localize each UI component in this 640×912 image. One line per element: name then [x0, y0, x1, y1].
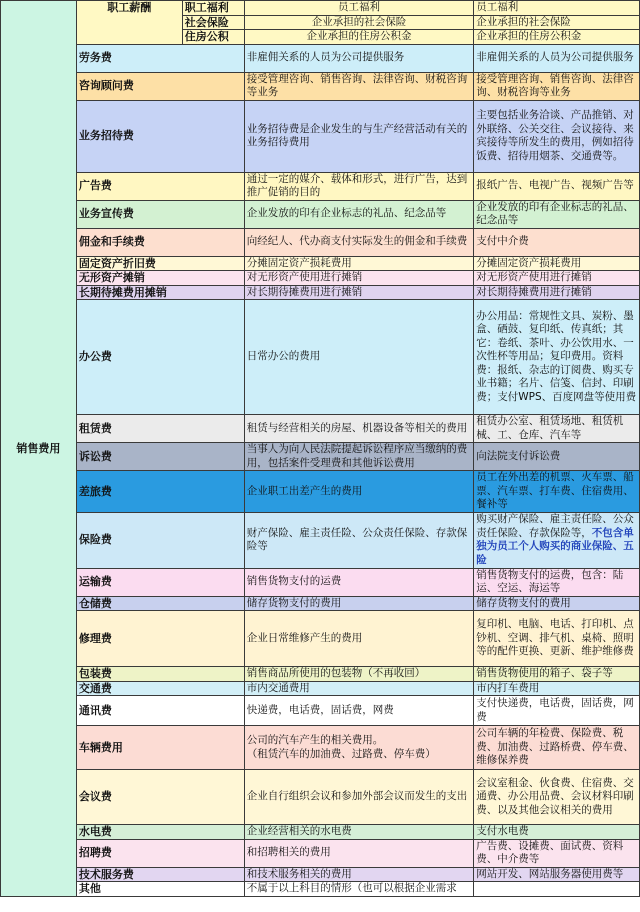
example-cell[interactable]: 储存货物支付的费用 — [474, 596, 640, 611]
category-cell[interactable]: 车辆费用 — [76, 726, 244, 770]
category-cell[interactable]: 保险费 — [76, 512, 244, 568]
category-cell[interactable]: 咨询顾问费 — [76, 72, 244, 100]
category-cell[interactable]: 仓储费 — [76, 596, 244, 611]
header-example-cell[interactable]: 员工福利 — [474, 1, 640, 16]
example-cell[interactable]: 公司车辆的年检费、保险费、税费、加油费、过路桥费、停车费、维修保养费 — [474, 726, 640, 770]
description-cell[interactable]: 对长期待摊费用进行摊销 — [244, 285, 474, 300]
description-cell[interactable]: 公司的汽车产生的相关费用。 （租赁汽车的加油费、过路费、停车费） — [244, 726, 474, 770]
example-cell[interactable]: 报纸广告、电视广告、视频广告等 — [474, 172, 640, 200]
example-cell[interactable]: 市内打车费用 — [474, 681, 640, 696]
category-cell[interactable]: 修理费 — [76, 611, 244, 667]
description-cell[interactable]: 和招聘相关的费用 — [244, 839, 474, 867]
example-cell[interactable]: 支付水电费 — [474, 825, 640, 840]
description-cell[interactable]: 日常办公的费用 — [244, 300, 474, 415]
table-row — [1, 596, 640, 611]
category-cell[interactable]: 办公费 — [76, 300, 244, 415]
header-example-cell[interactable]: 企业承担的住房公积金 — [474, 30, 640, 45]
table-row — [1, 228, 640, 256]
description-cell[interactable]: 非雇佣关系的人员为公司提供服务 — [244, 44, 474, 72]
example-cell[interactable]: 支付快递费，电话费，固话费，网费 — [474, 696, 640, 726]
description-cell[interactable]: 企业职工出差产生的费用 — [244, 471, 474, 513]
description-cell[interactable]: 销售货物支付的运费 — [244, 568, 474, 596]
description-cell[interactable]: 业务招待费是企业发生的与生产经营活动有关的业务招待费用 — [244, 100, 474, 172]
category-cell[interactable]: 会议费 — [76, 770, 244, 825]
category-cell[interactable]: 业务招待费 — [76, 100, 244, 172]
table-row — [1, 696, 640, 726]
header-subcategory-cell[interactable]: 职工福利 — [182, 1, 244, 16]
example-cell[interactable]: 对无形资产使用进行摊销 — [474, 271, 640, 286]
header-description-cell[interactable]: 员工福利 — [244, 1, 474, 16]
category-cell[interactable]: 无形资产摊销 — [76, 271, 244, 286]
description-cell[interactable]: 企业日常维修产生的费用 — [244, 611, 474, 667]
description-cell[interactable]: 企业经营相关的水电费 — [244, 825, 474, 840]
description-cell[interactable]: 快递费，电话费，固话费，网费 — [244, 696, 474, 726]
header-subcategory-cell[interactable]: 住房公积 — [182, 30, 244, 45]
example-cell[interactable]: 分摊固定资产损耗费用 — [474, 256, 640, 271]
table-body — [1, 1, 640, 897]
category-cell[interactable]: 长期待摊费用摊销 — [76, 285, 244, 300]
header-description-cell[interactable]: 企业承担的社会保险 — [244, 15, 474, 30]
description-cell[interactable]: 企业发放的印有企业标志的礼品、纪念品等 — [244, 200, 474, 228]
table-row — [1, 611, 640, 667]
example-cell[interactable]: 销售货物支付的运费，包含：陆运、空运、海运等 — [474, 568, 640, 596]
header-example-cell[interactable]: 企业承担的社会保险 — [474, 15, 640, 30]
example-cell[interactable]: 非雇佣关系的人员为公司提供服务 — [474, 44, 640, 72]
category-cell[interactable]: 租赁费 — [76, 415, 244, 443]
table-row — [1, 726, 640, 770]
table-row — [1, 285, 640, 300]
table-row — [1, 867, 640, 882]
description-cell[interactable]: 对无形资产使用进行摊销 — [244, 271, 474, 286]
category-cell[interactable]: 广告费 — [76, 172, 244, 200]
table-row — [1, 256, 640, 271]
table-row — [1, 415, 640, 443]
example-cell[interactable]: 对长期待摊费用进行摊销 — [474, 285, 640, 300]
description-cell[interactable]: 租赁与经营相关的房屋、机器设备等相关的费用 — [244, 415, 474, 443]
table-row — [1, 770, 640, 825]
table-row — [1, 443, 640, 471]
group-label-cell — [1, 1, 77, 897]
example-cell[interactable]: 员工在外出差的机票、火车票、船票、汽车票、打车费、住宿费用、餐补等 — [474, 471, 640, 513]
description-cell[interactable]: 储存货物支付的费用 — [244, 596, 474, 611]
category-cell[interactable]: 佣金和手续费 — [76, 228, 244, 256]
table-row — [1, 471, 640, 513]
table-row — [1, 44, 640, 72]
category-cell[interactable]: 通讯费 — [76, 696, 244, 726]
category-cell[interactable]: 交通费 — [76, 681, 244, 696]
category-cell[interactable]: 水电费 — [76, 825, 244, 840]
table-row — [1, 667, 640, 682]
table-row — [1, 72, 640, 100]
description-cell[interactable]: 不属于以上科目的情形（也可以根据企业需求 — [244, 882, 474, 897]
header-title-cell[interactable]: 职工薪酬 — [76, 1, 182, 45]
example-cell[interactable]: 企业发放的印有企业标志的礼品、纪念品等 — [474, 200, 640, 228]
table-row — [1, 681, 640, 696]
table-row — [1, 100, 640, 172]
description-cell[interactable]: 市内交通费用 — [244, 681, 474, 696]
example-text: 购买财产保险、雇主责任险、公众责任保险、存款保险等， — [476, 513, 634, 539]
table-row — [1, 172, 640, 200]
example-cell[interactable]: 租赁办公室、租赁场地、租赁机械、工、仓库、汽车等 — [474, 415, 640, 443]
description-cell[interactable]: 企业自行组织会议和参加外部会议而发生的支出 — [244, 770, 474, 825]
category-cell[interactable]: 诉讼费 — [76, 443, 244, 471]
description-cell[interactable]: 当事人为向人民法院提起诉讼程序应当缴纳的费用，包括案件受理费和其他诉讼费用 — [244, 443, 474, 471]
header-row — [1, 1, 640, 16]
table-row — [1, 271, 640, 286]
example-cell[interactable] — [474, 512, 640, 568]
example-cell[interactable]: 销售货物使用的箱子、袋子等 — [474, 667, 640, 682]
category-cell[interactable]: 包装费 — [76, 667, 244, 682]
example-cell[interactable]: 办公用品：常规性文具、炭粉、墨盒、硒鼓、复印纸、传真纸；其它：卷纸、茶叶、办公饮用水、一次性杯等用品；复印费用。资料费：报纸、杂志的订阅费、购买专业书籍；名片、信笺、信封、印刷费；支付WPS、百度网盘等使用费 — [474, 300, 640, 415]
category-cell[interactable]: 招聘费 — [76, 839, 244, 867]
header-subcategory-cell[interactable]: 社会保险 — [182, 15, 244, 30]
category-cell[interactable]: 其他 — [76, 882, 244, 897]
example-cell[interactable]: 会议室租金、伙食费、住宿费、交通费、办公用品费、会议材料印刷费、以及其他会议相关的费用 — [474, 770, 640, 825]
description-cell[interactable]: 通过一定的媒介、载体和形式，进行广告，达到推广促销的目的 — [244, 172, 474, 200]
description-cell[interactable]: 和技术服务相关的费用 — [244, 867, 474, 882]
table-row — [1, 839, 640, 867]
table-row — [1, 512, 640, 568]
example-cell[interactable]: 复印机、电脑、电话、打印机、点钞机、空调、排气机、桌椅、照明等的配件更换、更新、维护维修费 — [474, 611, 640, 667]
description-cell[interactable]: 分摊固定资产损耗费用 — [244, 256, 474, 271]
example-cell[interactable]: 支付中介费 — [474, 228, 640, 256]
description-cell[interactable]: 财产保险、雇主责任险、公众责任保险、存款保险等 — [244, 512, 474, 568]
table-row — [1, 200, 640, 228]
description-cell[interactable]: 向经纪人、代办商支付实际发生的佣金和手续费 — [244, 228, 474, 256]
example-cell[interactable] — [474, 882, 640, 897]
table-row — [1, 882, 640, 897]
example-cell[interactable]: 接受管理咨询、销售咨询、法律咨询、财税咨询等业务 — [474, 72, 640, 100]
category-cell[interactable]: 劳务费 — [76, 44, 244, 72]
example-cell[interactable]: 主要包括业务洽谈、产品推销、对外联络、公关交往、会议接待、来宾接待等所发生的费用，例如招待饭费、招待用烟茶、交通费等。 — [474, 100, 640, 172]
group-label: 销售费用 — [16, 441, 61, 455]
header-description-cell[interactable]: 企业承担的住房公积金 — [244, 30, 474, 45]
category-cell[interactable]: 运输费 — [76, 568, 244, 596]
example-note-highlight: 不包含单独为员工个人购买的商业保险、五险 — [476, 526, 634, 566]
table-row — [1, 300, 640, 415]
description-cell[interactable]: 销售商品所使用的包装物（不再收回） — [244, 667, 474, 682]
example-cell[interactable]: 广告费、设摊费、面试费、资料费、中介费等 — [474, 839, 640, 867]
table-row — [1, 568, 640, 596]
category-cell[interactable]: 固定资产折旧费 — [76, 256, 244, 271]
example-cell[interactable]: 向法院支付诉讼费 — [474, 443, 640, 471]
example-cell[interactable]: 网站开发、网站服务器使用费等 — [474, 867, 640, 882]
description-cell[interactable]: 接受管理咨询、销售咨询、法律咨询、财税咨询等业务 — [244, 72, 474, 100]
table-row — [1, 825, 640, 840]
category-cell[interactable]: 业务宣传费 — [76, 200, 244, 228]
category-cell[interactable]: 技术服务费 — [76, 867, 244, 882]
category-cell[interactable]: 差旅费 — [76, 471, 244, 513]
